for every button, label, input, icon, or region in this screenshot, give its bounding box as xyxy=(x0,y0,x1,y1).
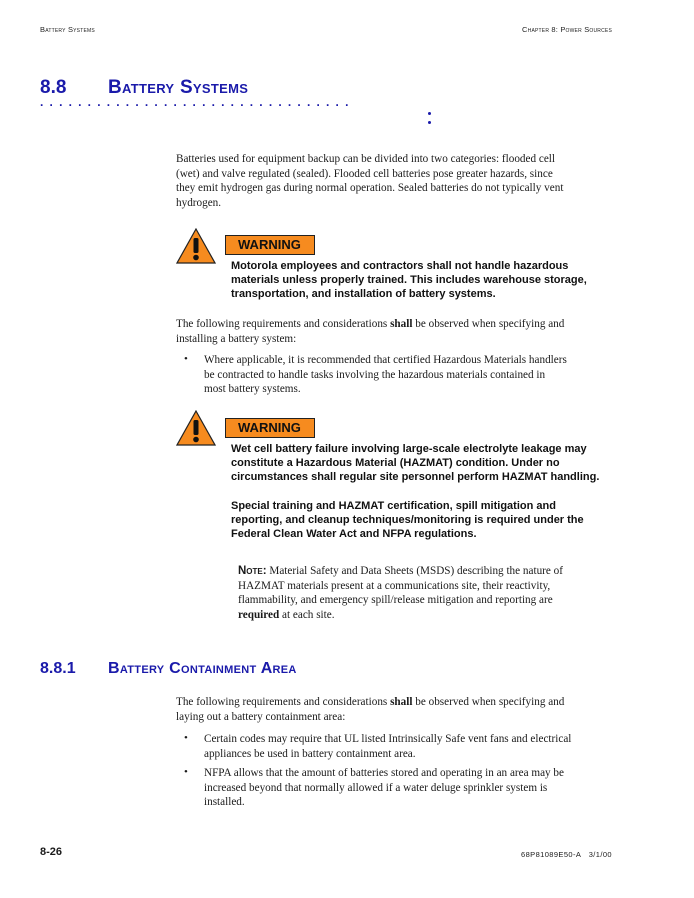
warning-label: WARNING xyxy=(225,418,315,438)
note-label: Note: xyxy=(238,565,267,577)
running-header-right: Chapter 8: Power Sources xyxy=(522,25,612,34)
bullet-icon: • xyxy=(184,732,188,744)
warning-text: Wet cell battery failure involving large-scale electrolyte leakage may constitute a Hazardous Material (HAZMAT) condition. Under no circumstances shall regular site personnel perform HAZMAT handling. Special training and HAZMAT certification, spill mitigation and reporting, and cleanup techniques/monitoring is required under the Federal Clean Water Act and NFPA regulations. xyxy=(231,443,600,541)
requirements-paragraph: The following requirements and considerations shall be observed when specifying and installing a battery system: xyxy=(176,318,565,345)
warning-text: Motorola employees and contractors shall not handle hazardous materials unless properly trained. This includes warehouse storage, transportation, and installation of battery systems. xyxy=(231,260,587,301)
warning-triangle-icon xyxy=(176,410,216,446)
warning-triangle-icon xyxy=(176,228,216,264)
note-block: Note: Material Safety and Data Sheets (MSDS) describing the nature of HAZMAT materials present at a communications site, their reactivity, flammability, and emergency spill/release mitigation and reporting are required at each site. xyxy=(238,565,563,621)
warning-label: WARNING xyxy=(225,235,315,255)
section-title: Battery Systems xyxy=(108,77,249,98)
section-dotted-rule: ................................. xyxy=(40,95,355,109)
dotted-rule-tail xyxy=(428,111,432,125)
intro-paragraph: Batteries used for equipment backup can be divided into two categories: flooded cell (wet) and valve regulated (sealed). Flooded cell batteries pose greater hazards, since they emit hydrogen gas during normal operation. Sealed batteries do not typically vent hydrogen. xyxy=(176,153,564,209)
document-id: 68P81089E50-A 3/1/00 xyxy=(521,850,612,859)
subsection-number: 8.8.1 xyxy=(40,660,76,677)
section-number: 8.8 xyxy=(40,77,67,98)
list-item: Certain codes may require that UL listed Intrinsically Safe vent fans and electrical appliances be used in battery containment area. xyxy=(204,733,572,760)
page-number: 8-26 xyxy=(40,846,63,858)
running-header-left: Battery Systems xyxy=(40,25,95,34)
bullet-icon: • xyxy=(184,353,188,365)
list-item: NFPA allows that the amount of batteries stored and operating in an area may be increased beyond that normally allowed if a water deluge sprinkler system is installed. xyxy=(204,767,564,808)
bullet-list xyxy=(176,732,646,812)
list-item: Where applicable, it is recommended that certified Hazardous Materials handlers be contracted to handle tasks involving the hazardous materials contained in most battery systems. xyxy=(204,354,567,395)
subsection-title: Battery Containment Area xyxy=(108,660,297,677)
containment-paragraph: The following requirements and considerations shall be observed when specifying and laying out a battery containment area: xyxy=(176,696,565,723)
bullet-icon: • xyxy=(184,766,188,778)
